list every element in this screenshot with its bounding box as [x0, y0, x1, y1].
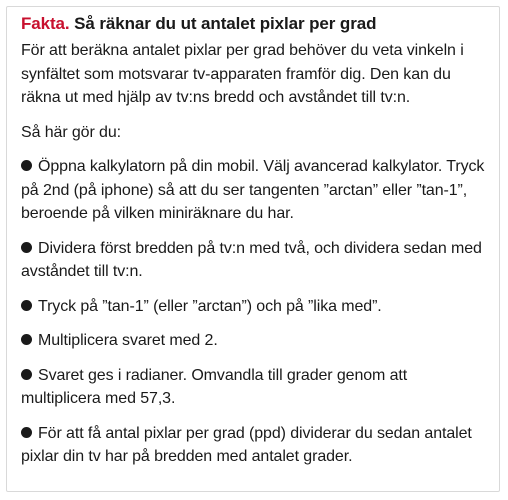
step-text: Dividera först bredden på tv:n med två, och dividera sedan med avståndet till tv:n. — [21, 239, 482, 280]
step-text: För att få antal pixlar per grad (ppd) dividerar du sedan antalet pixlar din tv har på bredden med antalet grader. — [21, 424, 472, 465]
step-text: Öppna kalkylatorn på din mobil. Välj avancerad kalkylator. Tryck på 2nd (på iphone) så att du ser tangenten ”arctan” eller ”tan-1”, beroende på vilken miniräknare du har. — [21, 158, 485, 222]
fact-box — [6, 6, 500, 492]
bullet-icon — [21, 334, 32, 345]
fact-label: Fakta. — [21, 14, 70, 33]
step-text: Svaret ges i radianer. Omvandla till grader genom att multiplicera med 57,3. — [21, 366, 408, 407]
step-text: Tryck på ”tan-1” (eller ”arctan”) och på ”lika med”. — [38, 297, 382, 315]
step-item — [21, 364, 487, 411]
step-text: Multiplicera svaret med 2. — [38, 332, 218, 349]
step-item — [21, 237, 487, 284]
fact-box-heading — [21, 13, 487, 35]
step-item — [21, 295, 487, 319]
step-item — [21, 155, 487, 226]
step-item — [21, 329, 487, 353]
intro-paragraph: För att beräkna antalet pixlar per grad behöver du veta vinkeln i synfältet som motsvarar tv-apparaten framför dig. Den kan du räkna ut med hjälp av tv:ns bredd och avståndet till tv:n. — [21, 42, 464, 106]
fact-title: Så räknar du ut antalet pixlar per grad — [74, 14, 377, 33]
bullet-icon — [21, 242, 32, 253]
bullet-icon — [21, 427, 32, 438]
step-item — [21, 422, 487, 469]
bullet-icon — [21, 369, 32, 380]
bullet-icon — [21, 160, 32, 171]
bullet-icon — [21, 300, 32, 311]
steps-intro: Så här gör du: — [21, 123, 121, 141]
